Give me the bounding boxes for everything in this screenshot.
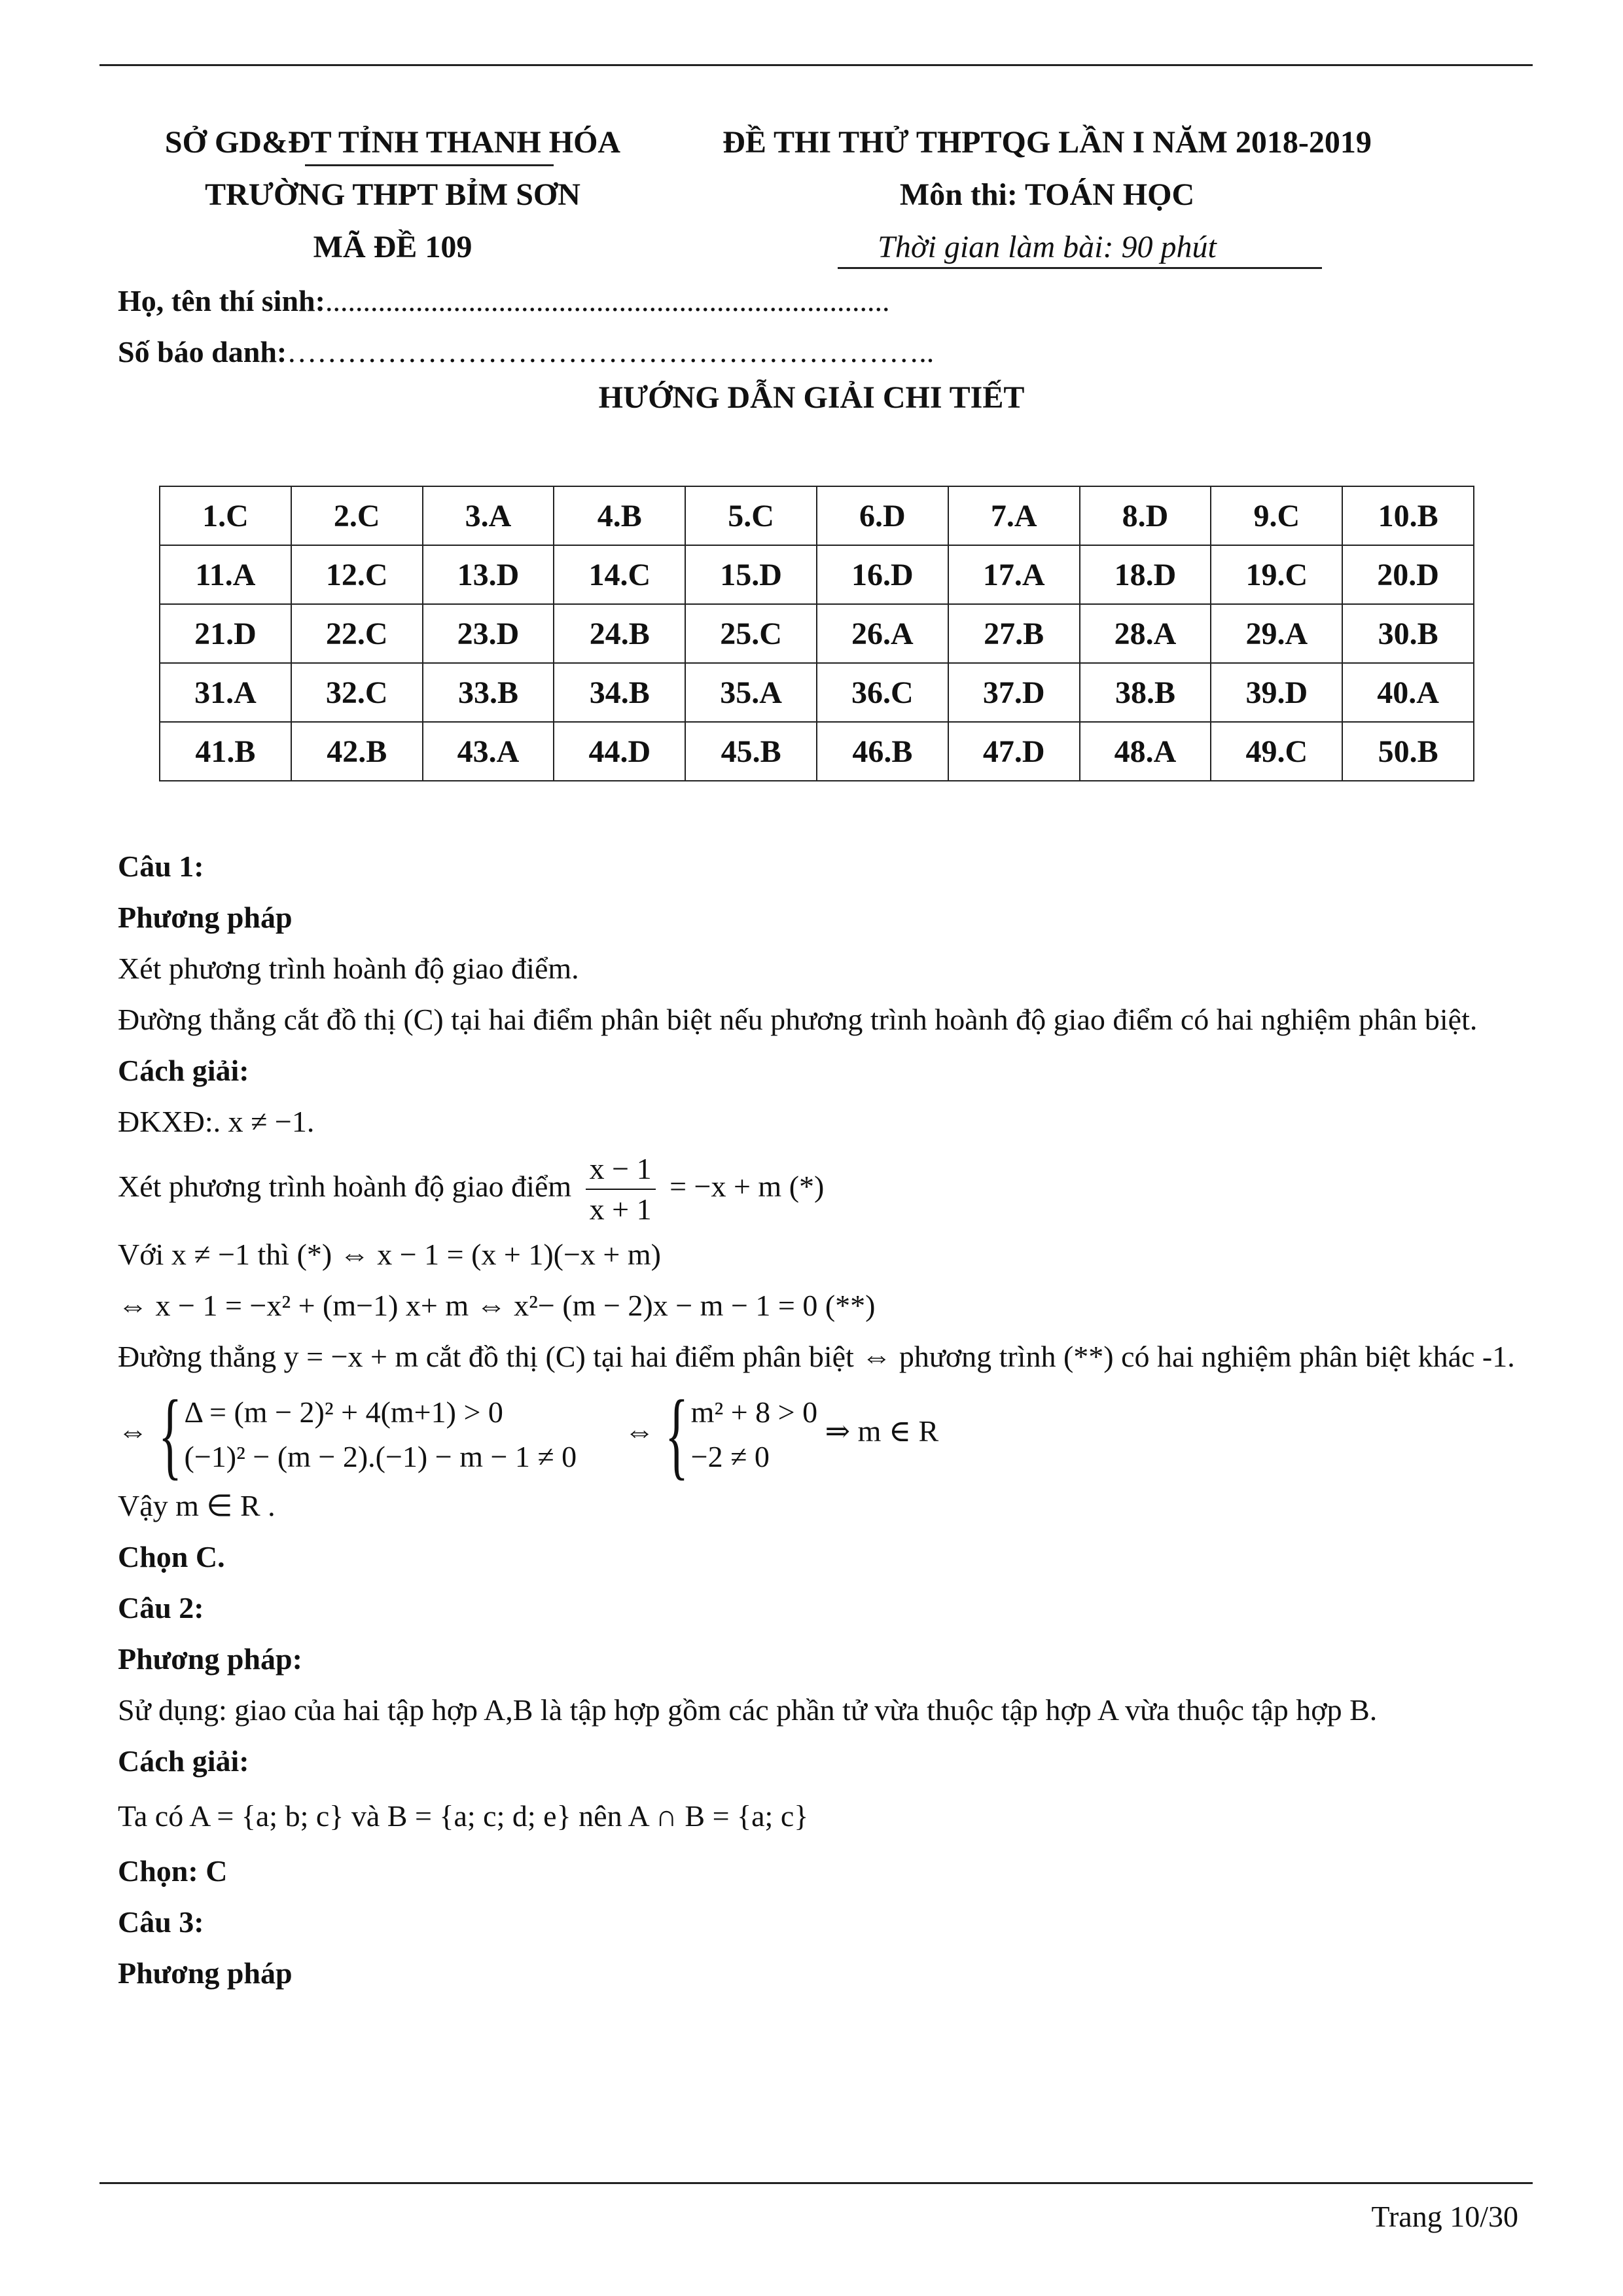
- exam-duration: Thời gian làm bài: 90 phút: [878, 230, 1217, 264]
- q1-system-line: [118, 1380, 1518, 1489]
- q1-line-voi: Với x ≠ −1 thì (*) ⇔ x − 1 = (x + 1)(−x + m): [118, 1238, 661, 1272]
- duration-underline: [838, 267, 1322, 269]
- candidate-id-dots: ………………………………………………………..: [287, 335, 935, 368]
- header-right: [687, 117, 1407, 274]
- candidate-id-field: [118, 332, 934, 372]
- q1-system-result: ⇒ m ∈ R: [825, 1414, 939, 1448]
- q1-domain-condition: ĐKXĐ:. x ≠ −1.: [118, 1105, 315, 1138]
- q1-system-1-b: (−1)² − (m − 2).(−1) − m − 1 ≠ 0: [184, 1439, 577, 1473]
- answer-cell: 32.C: [291, 663, 423, 722]
- exam-code: MÃ ĐỀ 109: [313, 230, 473, 264]
- q1-equation-intro: Xét phương trình hoành độ giao điểm: [118, 1170, 572, 1203]
- q1-fraction-numerator: x − 1: [586, 1149, 656, 1190]
- q1-method-1: Xét phương trình hoành độ giao điểm.: [118, 952, 579, 985]
- q1-fraction: [586, 1149, 656, 1229]
- document-title: HƯỚNG DẪN GIẢI CHI TIẾT: [598, 380, 1025, 415]
- q1-equation-line: [118, 1147, 1518, 1229]
- candidate-name-field: [118, 281, 889, 321]
- answer-cell: 38.B: [1080, 663, 1211, 722]
- answer-cell: 23.D: [423, 604, 554, 663]
- answer-cell: 22.C: [291, 604, 423, 663]
- top-rule: [99, 64, 1533, 66]
- answer-cell: 28.A: [1080, 604, 1211, 663]
- q1-method-2: Đường thẳng cắt đồ thị (C) tại hai điểm phân biệt nếu phương trình hoành độ giao điểm có hai nghiệm phân biệt.: [118, 1003, 1478, 1036]
- answer-cell: 43.A: [423, 722, 554, 781]
- answer-cell: 35.A: [685, 663, 817, 722]
- page-number: Trang 10/30: [1371, 2200, 1518, 2233]
- q1-choose: Chọn C.: [118, 1540, 225, 1574]
- q2-line: Ta có A = {a; b; c} và B = {a; c; d; e} nên A ∩ B = {a; c}: [118, 1799, 809, 1833]
- answer-cell: 24.B: [554, 604, 685, 663]
- answer-cell: 2.C: [291, 486, 423, 545]
- answer-cell: 26.A: [817, 604, 948, 663]
- department-underline: [305, 164, 554, 166]
- answer-cell: 42.B: [291, 722, 423, 781]
- q1-line-condition: Đường thẳng y = −x + m cắt đồ thị (C) tại hai điểm phân biệt ⇔ phương trình (**) có hai nghiệm phân biệt khác -1.: [118, 1340, 1515, 1374]
- answer-cell: 44.D: [554, 722, 685, 781]
- answer-cell: 25.C: [685, 604, 817, 663]
- table-row: [160, 545, 1474, 604]
- q3-title: Câu 3:: [118, 1905, 204, 1939]
- answer-cell: 41.B: [160, 722, 291, 781]
- answer-cell: 30.B: [1342, 604, 1474, 663]
- table-row: [160, 663, 1474, 722]
- q2-method-label: Phương pháp:: [118, 1642, 302, 1676]
- system-lines: [691, 1390, 817, 1479]
- answer-cell: 8.D: [1080, 486, 1211, 545]
- q1-conclusion: Vậy m ∈ R .: [118, 1489, 276, 1523]
- answer-cell: 37.D: [948, 663, 1080, 722]
- answer-cell: 50.B: [1342, 722, 1474, 781]
- answer-cell: 33.B: [423, 663, 554, 722]
- answer-cell: 48.A: [1080, 722, 1211, 781]
- answer-cell: 29.A: [1211, 604, 1342, 663]
- q1-system-2-a: m² + 8 > 0: [690, 1395, 818, 1429]
- table-row: [160, 722, 1474, 781]
- brace-icon: {: [158, 1380, 182, 1489]
- solution-body: [118, 841, 1518, 1999]
- answer-cell: 45.B: [685, 722, 817, 781]
- answer-cell: 11.A: [160, 545, 291, 604]
- answer-cell: 47.D: [948, 722, 1080, 781]
- answer-cell: 39.D: [1211, 663, 1342, 722]
- candidate-name-dots: ...........................................................................: [325, 284, 890, 317]
- answer-cell: 16.D: [817, 545, 948, 604]
- q1-system-2-b: −2 ≠ 0: [690, 1439, 770, 1473]
- school-name: TRƯỜNG THPT BỈM SƠN: [205, 177, 580, 212]
- q1-fraction-denominator: x + 1: [589, 1193, 652, 1227]
- answer-cell: 17.A: [948, 545, 1080, 604]
- q2-method-1: Sử dụng: giao của hai tập hợp A,B là tập hợp gồm các phần tử vừa thuộc tập hợp A vừa thuộc tập hợp B.: [118, 1693, 1378, 1727]
- q2-choose: Chọn: C: [118, 1854, 228, 1888]
- q1-equation-rhs: = −x + m (*): [669, 1170, 825, 1203]
- q2-solution-label: Cách giải:: [118, 1744, 249, 1778]
- answer-cell: 19.C: [1211, 545, 1342, 604]
- equiv-symbol: ⇔: [118, 1414, 148, 1448]
- table-row: [160, 604, 1474, 663]
- table-row: [160, 486, 1474, 545]
- q1-solution-label: Cách giải:: [118, 1054, 249, 1087]
- q1-system-1: [156, 1380, 577, 1489]
- answer-cell: 36.C: [817, 663, 948, 722]
- subject: Môn thi: TOÁN HỌC: [899, 177, 1195, 212]
- answer-cell: 20.D: [1342, 545, 1474, 604]
- answer-cell: 14.C: [554, 545, 685, 604]
- answer-cell: 49.C: [1211, 722, 1342, 781]
- answer-cell: 21.D: [160, 604, 291, 663]
- q2-title: Câu 2:: [118, 1591, 204, 1625]
- header-left: [98, 117, 687, 274]
- answer-table: [159, 486, 1474, 781]
- answer-cell: 46.B: [817, 722, 948, 781]
- answer-cell: 13.D: [423, 545, 554, 604]
- candidate-name-label: Họ, tên thí sinh:: [118, 284, 325, 317]
- q1-title: Câu 1:: [118, 850, 204, 883]
- answer-cell: 9.C: [1211, 486, 1342, 545]
- system-lines: [185, 1390, 577, 1479]
- answer-cell: 1.C: [160, 486, 291, 545]
- answer-cell: 34.B: [554, 663, 685, 722]
- answer-cell: 10.B: [1342, 486, 1474, 545]
- answer-cell: 15.D: [685, 545, 817, 604]
- answer-cell: 6.D: [817, 486, 948, 545]
- bottom-rule: [99, 2182, 1533, 2184]
- q1-method-label: Phương pháp: [118, 901, 293, 934]
- q1-system-2: [662, 1380, 818, 1489]
- answer-cell: 31.A: [160, 663, 291, 722]
- answer-cell: 3.A: [423, 486, 554, 545]
- brace-icon: {: [664, 1380, 688, 1489]
- answer-cell: 40.A: [1342, 663, 1474, 722]
- answer-cell: 27.B: [948, 604, 1080, 663]
- department-name: SỞ GD&ĐT TỈNH THANH HÓA: [164, 125, 621, 160]
- q1-system-1-a: Δ = (m − 2)² + 4(m+1) > 0: [184, 1395, 503, 1429]
- answer-cell: 18.D: [1080, 545, 1211, 604]
- candidate-id-label: Số báo danh:: [118, 335, 287, 368]
- answer-cell: 4.B: [554, 486, 685, 545]
- q3-method-label: Phương pháp: [118, 1956, 293, 1990]
- equiv-symbol: ⇔: [624, 1414, 655, 1448]
- answer-cell: 12.C: [291, 545, 423, 604]
- q1-line-equiv: ⇔ x − 1 = −x² + (m−1) x+ m ⇔ x²− (m − 2)x − m − 1 = 0 (**): [118, 1289, 876, 1323]
- answer-cell: 5.C: [685, 486, 817, 545]
- exam-title: ĐỀ THI THỬ THPTQG LẦN I NĂM 2018-2019: [722, 125, 1372, 160]
- answer-cell: 7.A: [948, 486, 1080, 545]
